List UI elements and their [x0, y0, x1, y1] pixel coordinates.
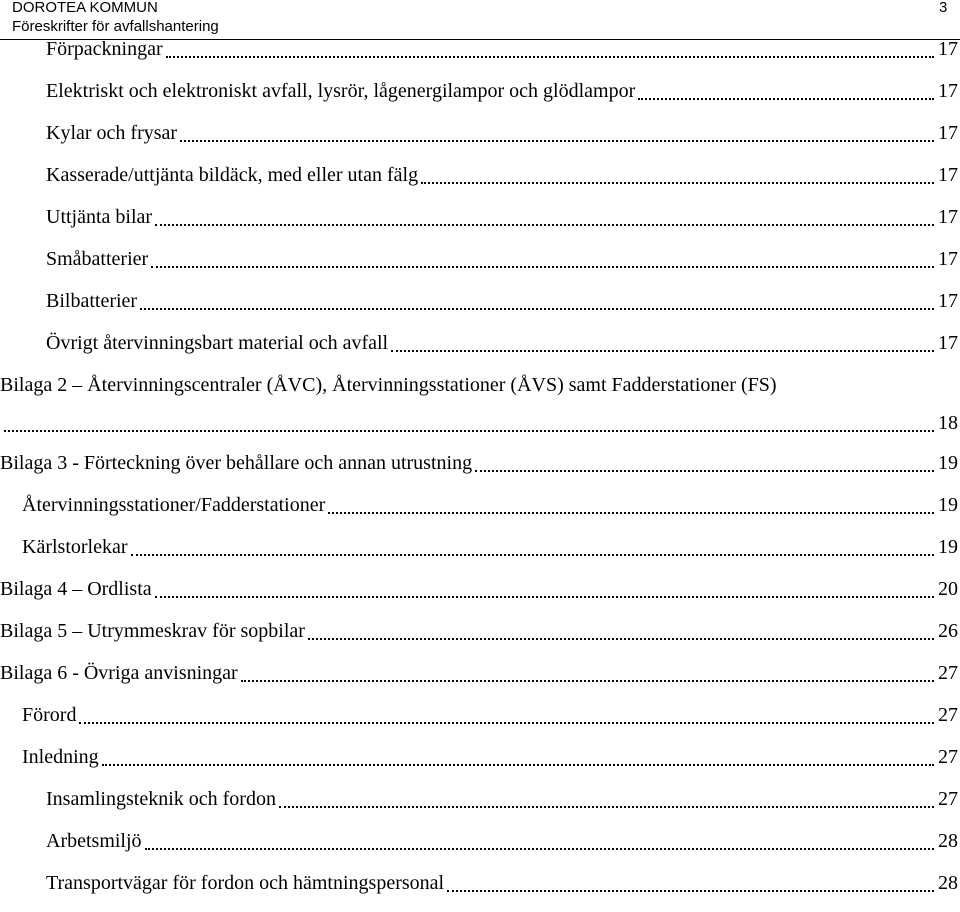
- toc-entry-page: 27: [938, 746, 958, 768]
- toc-leader-dots: [155, 596, 934, 598]
- toc-entry-title: Insamlingsteknik och fordon: [46, 788, 276, 810]
- toc-entry-page: 17: [938, 206, 958, 228]
- toc-entry-title: Bilaga 6 - Övriga anvisningar: [0, 662, 238, 684]
- toc-entry[interactable]: [0, 122, 960, 152]
- toc-entry[interactable]: [0, 248, 960, 278]
- toc-leader-dots: [180, 140, 934, 142]
- toc-entry[interactable]: [0, 164, 960, 194]
- toc-entry-page: 17: [938, 164, 958, 186]
- toc-entry-page: 17: [938, 290, 958, 312]
- toc-entry[interactable]: [0, 662, 960, 692]
- toc-entry-title: Bilbatterier: [46, 290, 138, 312]
- toc-entry-title: Bilaga 2 – Återvinningscentraler (ÅVC), Återvinningsstationer (ÅVS) samt Fadderstationer (FS): [0, 374, 777, 396]
- toc-leader-dots: [145, 848, 934, 850]
- toc-entry-page: 19: [938, 494, 958, 516]
- toc-leader-dots: [475, 470, 934, 472]
- toc-entry-title: Kasserade/uttjänta bildäck, med eller utan fälg: [46, 164, 419, 186]
- toc-entry-page: 18: [938, 412, 958, 434]
- toc-leader-dots: [140, 308, 934, 310]
- toc-entry[interactable]: [0, 80, 960, 110]
- toc-entry-page: 17: [938, 122, 958, 144]
- toc-leader-dots: [638, 98, 934, 100]
- toc-entry-title: Transportvägar för fordon och hämtningspersonal: [46, 872, 445, 894]
- toc-entry[interactable]: [0, 746, 960, 776]
- toc-entry[interactable]: [0, 872, 960, 902]
- header-organization: DOROTEA KOMMUN: [12, 0, 158, 16]
- toc-entry-title: Bilaga 5 – Utrymmeskrav för sopbilar: [0, 620, 305, 642]
- toc-leader-dots: [447, 890, 934, 892]
- toc-entry-page: 26: [938, 620, 958, 642]
- toc-leader-dots: [151, 266, 934, 268]
- toc-entry[interactable]: [0, 290, 960, 320]
- toc-entry[interactable]: [0, 620, 960, 650]
- toc-entry-title: Förpackningar: [46, 38, 163, 60]
- toc-entry-page: 27: [938, 704, 958, 726]
- toc-entry-title: Inledning: [22, 746, 99, 768]
- toc-entry-title: Arbetsmiljö: [46, 830, 142, 852]
- toc-entry-page: 17: [938, 38, 958, 60]
- header-page-number: 3: [939, 0, 948, 16]
- toc-entry-page: 17: [938, 332, 958, 354]
- toc-entry[interactable]: [0, 494, 960, 524]
- toc-leader-dots: [131, 554, 934, 556]
- toc-leader-dots: [241, 680, 934, 682]
- toc-entry-page: 17: [938, 248, 958, 270]
- toc-leader-dots: [328, 512, 934, 514]
- toc-entry-title: Elektriskt och elektroniskt avfall, lysrör, lågenergilampor och glödlampor: [46, 80, 636, 102]
- toc-entry[interactable]: [0, 788, 960, 818]
- toc-entry[interactable]: [0, 374, 960, 446]
- toc-leader-dots: [155, 224, 934, 226]
- toc-entry-title: Bilaga 4 – Ordlista: [0, 578, 152, 600]
- toc-leader-dots: [166, 56, 934, 58]
- toc-entry-page: 19: [938, 452, 958, 474]
- toc-entry[interactable]: [0, 206, 960, 236]
- toc-leader-dots: [421, 182, 934, 184]
- toc-entry[interactable]: [0, 332, 960, 362]
- toc-entry[interactable]: [0, 704, 960, 734]
- toc-entry-page: 28: [938, 830, 958, 852]
- toc-entry-page: 20: [938, 578, 958, 600]
- toc-entry[interactable]: [0, 38, 960, 68]
- toc-entry-title: Uttjänta bilar: [46, 206, 153, 228]
- toc-entry-title: Återvinningsstationer/Fadderstationer: [22, 494, 326, 516]
- toc-entry-title: Förord: [22, 704, 77, 726]
- toc-entry-title: Kärlstorlekar: [22, 536, 128, 558]
- toc-entry-title: Småbatterier: [46, 248, 149, 270]
- toc-entry[interactable]: [0, 452, 960, 482]
- toc-leader-dots: [79, 722, 934, 724]
- header-subtitle: Föreskrifter för avfallshantering: [12, 18, 219, 35]
- toc-entry-page: 19: [938, 536, 958, 558]
- toc-leader-dots: [308, 638, 934, 640]
- toc-leader-dots: [4, 430, 934, 432]
- toc-entry-title: Bilaga 3 - Förteckning över behållare och annan utrustning: [0, 452, 473, 474]
- toc-entry-page: 27: [938, 788, 958, 810]
- toc-entry-page: 27: [938, 662, 958, 684]
- toc-entry-page: 28: [938, 872, 958, 894]
- toc-entry-title: Kylar och frysar: [46, 122, 178, 144]
- page-header: [0, 0, 960, 40]
- toc-entry[interactable]: [0, 536, 960, 566]
- toc-entry-page: 17: [938, 80, 958, 102]
- toc-leader-dots: [279, 806, 934, 808]
- toc-leader-dots: [391, 350, 934, 352]
- toc-entry-title: Övrigt återvinningsbart material och avfall: [46, 332, 389, 354]
- toc-entry[interactable]: [0, 578, 960, 608]
- toc-entry[interactable]: [0, 830, 960, 860]
- toc-leader-dots: [102, 764, 934, 766]
